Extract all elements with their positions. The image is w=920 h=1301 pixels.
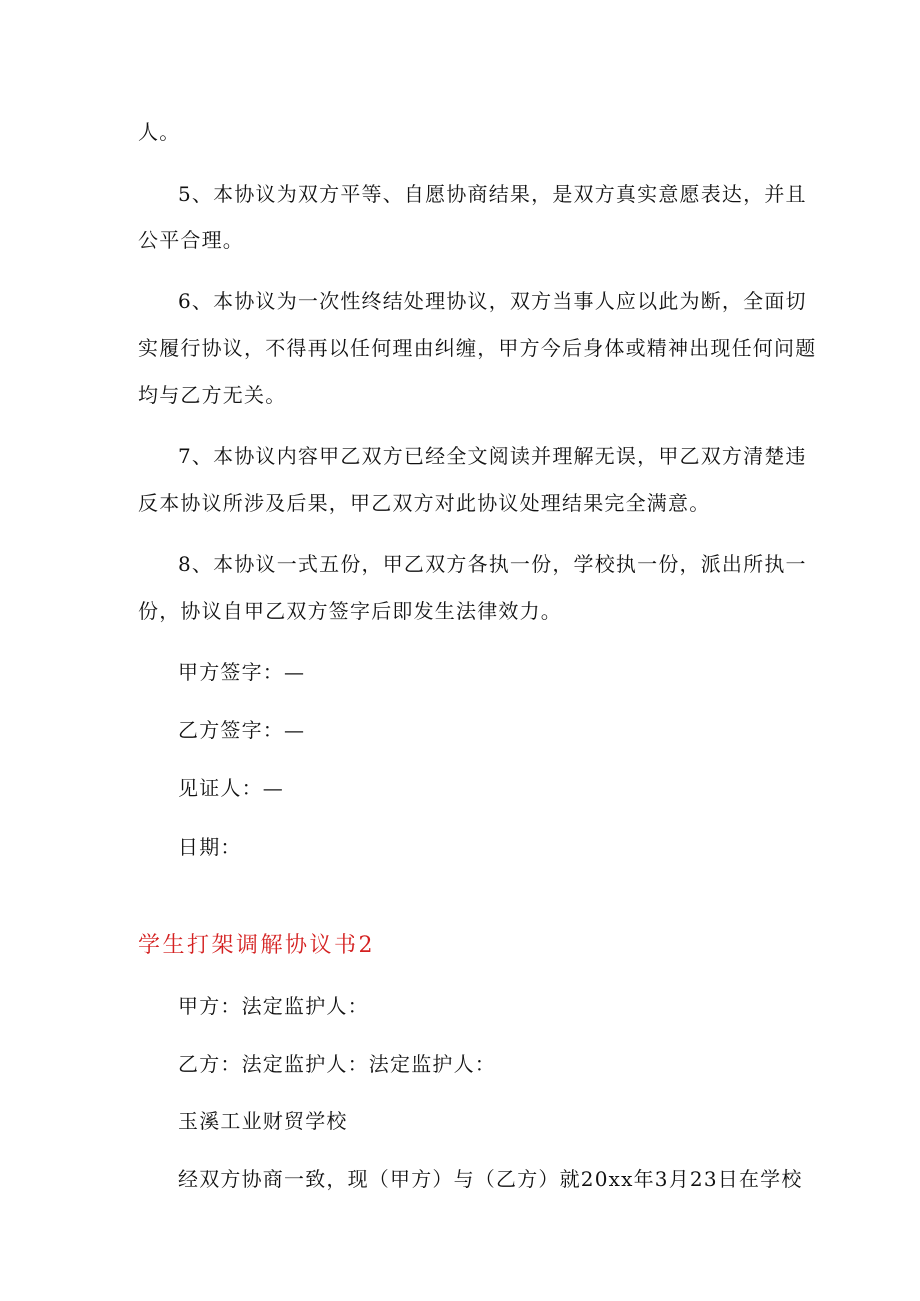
clause-6-line-3: 均与乙方无关。 [138, 383, 287, 407]
clause-7-line-1: 7、本协议内容甲乙双方已经全文阅读并理解无误，甲乙双方清楚违 [178, 444, 807, 468]
section-2-school: 玉溪工业财贸学校 [178, 1109, 348, 1133]
clause-6-line-1: 6、本协议为一次性终结处理协议，双方当事人应以此为断，全面切 [178, 289, 807, 313]
clause-8-line-1: 8、本协议一式五份，甲乙双方各执一份，学校执一份，派出所执一 [178, 552, 807, 576]
clause-8-line-2: 份，协议自甲乙双方签字后即发生法律效力。 [138, 599, 562, 623]
party-b-signature: 乙方签字：— [178, 718, 306, 742]
text-line-continuation: 人。 [138, 120, 181, 144]
section-2-title: 学生打架调解协议书2 [138, 933, 375, 958]
clause-6-line-2: 实履行协议，不得再以任何理由纠缠，甲方今后身体或精神出现任何问题 [138, 336, 817, 360]
date-field: 日期： [178, 835, 242, 859]
clause-7-line-2: 反本协议所涉及后果，甲乙双方对此协议处理结果完全满意。 [138, 491, 711, 515]
section-2-party-a: 甲方：法定监护人： [178, 994, 369, 1018]
clause-5-line-1: 5、本协议为双方平等、自愿协商结果，是双方真实意愿表达，并且 [178, 182, 807, 206]
witness-signature: 见证人：— [178, 776, 284, 800]
clause-5-line-2: 公平合理。 [138, 228, 244, 252]
section-2-intro-line: 经双方协商一致，现（甲方）与（乙方）就20xx年3月23日在学校 [178, 1167, 803, 1191]
section-2-party-b: 乙方：法定监护人：法定监护人： [178, 1052, 496, 1076]
party-a-signature: 甲方签字：— [178, 660, 306, 684]
